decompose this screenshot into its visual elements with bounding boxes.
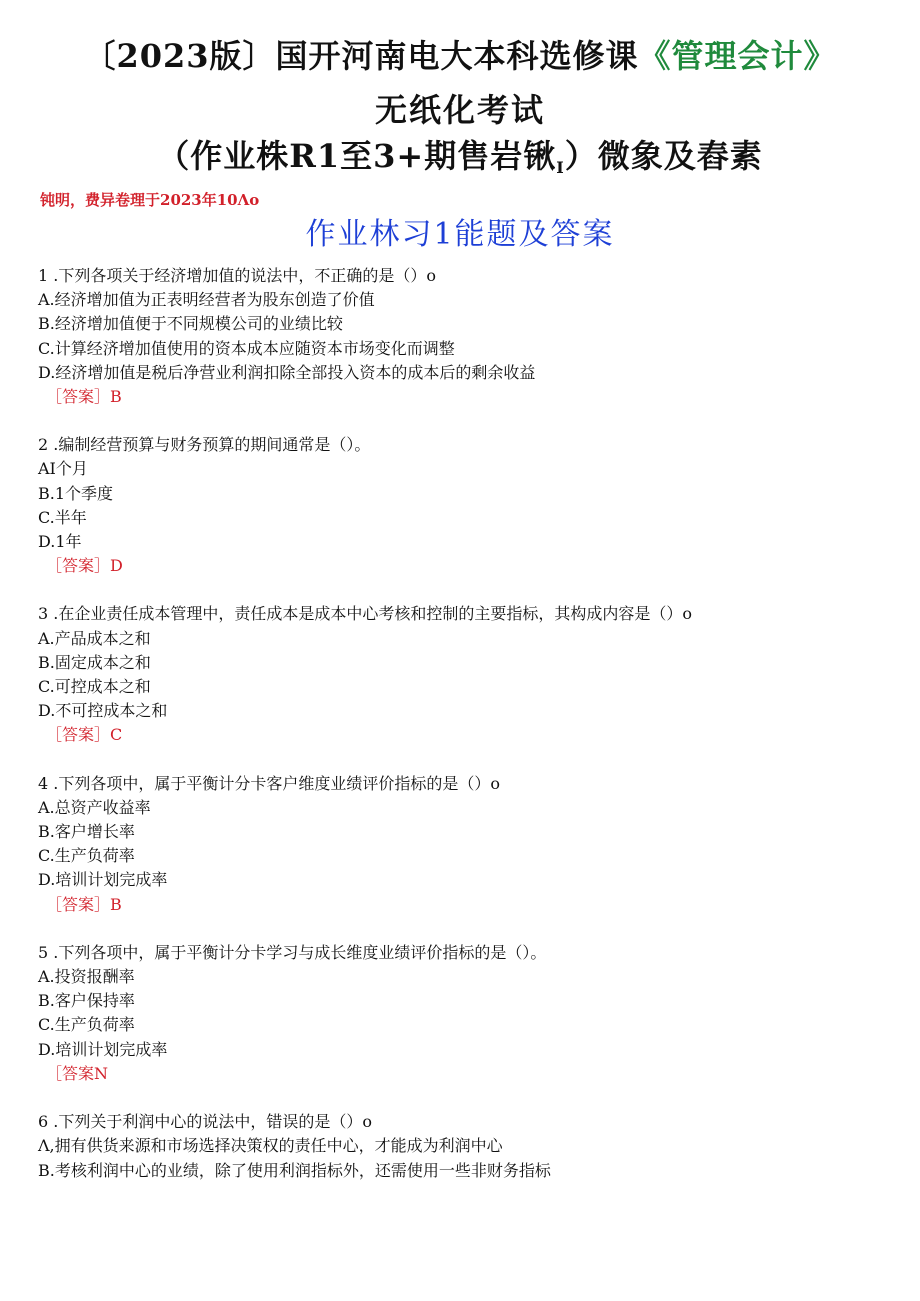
title-line3-main: （作业株R1至3+期售岩锹 bbox=[157, 137, 557, 175]
question-option: B.客户增长率 bbox=[38, 822, 135, 842]
question-option: A.经济增加值为正表明经营者为股东创造了价值 bbox=[38, 290, 375, 310]
question-option: C.生产负荷率 bbox=[38, 1015, 135, 1035]
title-line3-end: ）微象及舂素 bbox=[564, 137, 763, 175]
question-stem: 3 .在企业责任成本管理中，责任成本是成本中心考核和控制的主要指标，其构成内容是（）o bbox=[38, 604, 692, 624]
question-option: D.不可控成本之和 bbox=[38, 701, 168, 721]
question-stem: 6 .下列关于利润中心的说法中，错误的是（）o bbox=[38, 1112, 372, 1132]
document-title-line1 bbox=[0, 34, 920, 78]
document-title-line2: 无纸化考试 bbox=[374, 91, 545, 129]
course-name: 《管理会计》 bbox=[638, 37, 837, 75]
question-item bbox=[38, 602, 898, 747]
question-option: C.计算经济增加值使用的资本成本应随资本市场变化而调整 bbox=[38, 338, 455, 358]
question-option: B.1个季度 bbox=[38, 483, 114, 503]
question-option: A.产品成本之和 bbox=[38, 628, 151, 648]
question-answer: ［答案］B bbox=[46, 894, 122, 914]
title-prefix: 〔2023版〕国开河南电大本科选修课 bbox=[83, 37, 639, 75]
question-option: B.考核利润中心的业绩，除了使用利润指标外，还需使用一些非财务指标 bbox=[38, 1160, 551, 1180]
question-option: Λ,拥有供货来源和市场选择决策权的责任中心，才能成为利润中心 bbox=[38, 1136, 503, 1156]
question-item bbox=[38, 264, 898, 409]
question-option: C.可控成本之和 bbox=[38, 677, 151, 697]
question-item bbox=[38, 941, 898, 1086]
question-option: B.固定成本之和 bbox=[38, 652, 151, 672]
question-option: D.培训计划完成率 bbox=[38, 1039, 168, 1059]
document-title-line3 bbox=[0, 134, 920, 190]
question-option: AI个月 bbox=[38, 459, 88, 479]
compile-note: 钝明，费异卷理于2023年10Λo bbox=[40, 191, 260, 209]
question-answer: ［答案］D bbox=[46, 556, 123, 576]
question-option: C.半年 bbox=[38, 507, 87, 527]
question-option: D.培训计划完成率 bbox=[38, 870, 168, 890]
question-option: C.生产负荷率 bbox=[38, 846, 135, 866]
question-item bbox=[38, 433, 898, 578]
question-list bbox=[38, 264, 898, 1207]
question-stem: 1 .下列各项关于经济增加值的说法中，不正确的是（）o bbox=[38, 266, 436, 285]
question-stem: 5 .下列各项中，属于平衡计分卡学习与成长维度业绩评价指标的是（）。 bbox=[38, 942, 547, 962]
question-answer: ［答案N bbox=[46, 1063, 109, 1083]
question-answer: ［答案］C bbox=[46, 725, 123, 745]
question-option: D.经济增加值是税后净营业利润扣除全部投入资本的成本后的剩余收益 bbox=[38, 362, 536, 382]
question-item bbox=[38, 1110, 898, 1183]
question-option: A.投资报酬率 bbox=[38, 967, 135, 987]
question-option: B.客户保持率 bbox=[38, 991, 135, 1011]
question-stem: 2 .编制经营预算与财务预算的期间通常是（）。 bbox=[38, 435, 371, 455]
question-option: B.经济增加值便于不同规模公司的业绩比较 bbox=[38, 314, 343, 334]
question-answer: ［答案］B bbox=[46, 387, 122, 407]
question-item bbox=[38, 772, 898, 917]
title-line3-sub: I bbox=[556, 158, 565, 177]
question-option: D.1年 bbox=[38, 532, 82, 552]
question-option: A.总资产收益率 bbox=[38, 797, 151, 817]
question-stem: 4 .下列各项中，属于平衡计分卡客户维度业绩评价指标的是（）o bbox=[38, 773, 500, 793]
section-heading: 作业林习1能题及答案 bbox=[305, 217, 615, 252]
